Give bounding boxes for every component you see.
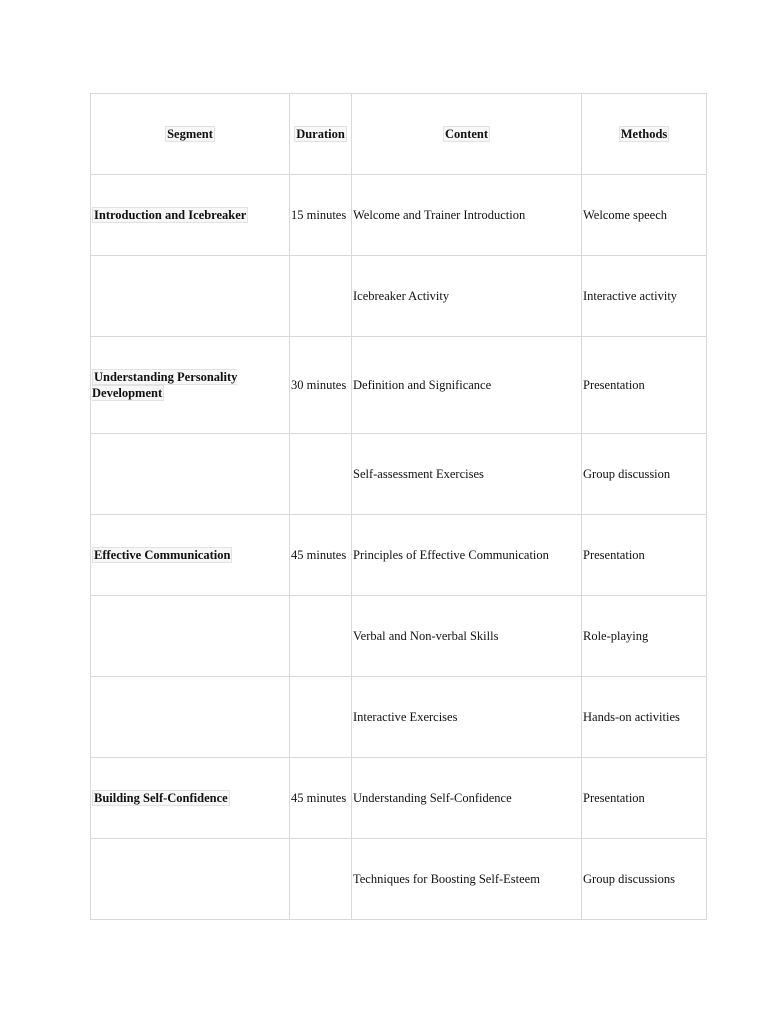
header-methods-label: Methods	[620, 126, 668, 141]
content-cell	[352, 337, 582, 434]
segment-cell	[91, 175, 290, 256]
duration-cell	[290, 434, 352, 515]
duration-text: 15 minutes	[291, 207, 347, 222]
segment-cell	[91, 677, 290, 758]
duration-cell	[290, 256, 352, 337]
header-duration	[290, 94, 352, 175]
methods-text: Presentation	[583, 790, 645, 805]
methods-cell	[582, 515, 707, 596]
content-text: Interactive Exercises	[353, 709, 458, 724]
duration-cell	[290, 596, 352, 677]
content-cell	[352, 677, 582, 758]
table-header-row	[91, 94, 707, 175]
segment-cell	[91, 434, 290, 515]
training-schedule-table	[90, 93, 707, 920]
duration-cell	[290, 515, 352, 596]
methods-text: Group discussions	[583, 871, 676, 886]
segment-label: Effective Communication	[94, 548, 231, 562]
duration-cell	[290, 175, 352, 256]
methods-cell	[582, 677, 707, 758]
table-row	[91, 256, 707, 337]
content-text: Self-assessment Exercises	[353, 466, 484, 481]
duration-cell	[290, 839, 352, 920]
content-text: Principles of Effective Communication	[353, 547, 549, 562]
duration-text: 30 minutes	[291, 377, 347, 392]
content-cell	[352, 596, 582, 677]
methods-cell	[582, 434, 707, 515]
segment-cell	[91, 839, 290, 920]
methods-cell	[582, 337, 707, 434]
methods-cell	[582, 175, 707, 256]
header-content	[352, 94, 582, 175]
methods-cell	[582, 839, 707, 920]
duration-text: 45 minutes	[291, 790, 347, 805]
methods-cell	[582, 596, 707, 677]
methods-text: Hands-on activities	[583, 709, 680, 724]
table-row	[91, 677, 707, 758]
segment-label: Introduction and Icebreaker	[94, 208, 247, 222]
header-segment-label: Segment	[167, 126, 213, 141]
duration-cell	[290, 677, 352, 758]
header-methods	[582, 94, 707, 175]
duration-cell	[290, 758, 352, 839]
methods-text: Presentation	[583, 547, 645, 562]
content-cell	[352, 758, 582, 839]
content-text: Definition and Significance	[353, 377, 492, 392]
duration-text: 45 minutes	[291, 547, 347, 562]
methods-cell	[582, 758, 707, 839]
header-duration-label: Duration	[296, 126, 345, 141]
content-cell	[352, 434, 582, 515]
methods-text: Group discussion	[583, 466, 671, 481]
table-row	[91, 434, 707, 515]
methods-text: Role-playing	[583, 628, 649, 643]
methods-text: Welcome speech	[583, 207, 668, 222]
header-segment	[91, 94, 290, 175]
table-row	[91, 515, 707, 596]
table-row	[91, 839, 707, 920]
table-row	[91, 758, 707, 839]
segment-label: Understanding Personality Development	[92, 370, 238, 400]
methods-text: Interactive activity	[583, 288, 678, 303]
content-cell	[352, 256, 582, 337]
segment-cell	[91, 256, 290, 337]
segment-cell	[91, 596, 290, 677]
content-text: Techniques for Boosting Self-Esteem	[353, 871, 540, 886]
content-cell	[352, 839, 582, 920]
header-content-label: Content	[444, 126, 489, 141]
segment-label: Building Self-Confidence	[94, 791, 228, 805]
table-row	[91, 596, 707, 677]
content-cell	[352, 175, 582, 256]
methods-text: Presentation	[583, 377, 645, 392]
segment-cell	[91, 758, 290, 839]
table-row	[91, 337, 707, 434]
duration-cell	[290, 337, 352, 434]
segment-cell	[91, 337, 290, 434]
content-text: Welcome and Trainer Introduction	[353, 207, 526, 222]
content-cell	[352, 515, 582, 596]
content-text: Icebreaker Activity	[353, 288, 450, 303]
methods-cell	[582, 256, 707, 337]
content-text: Verbal and Non-verbal Skills	[353, 628, 499, 643]
content-text: Understanding Self-Confidence	[353, 790, 512, 805]
table-row	[91, 175, 707, 256]
segment-cell	[91, 515, 290, 596]
